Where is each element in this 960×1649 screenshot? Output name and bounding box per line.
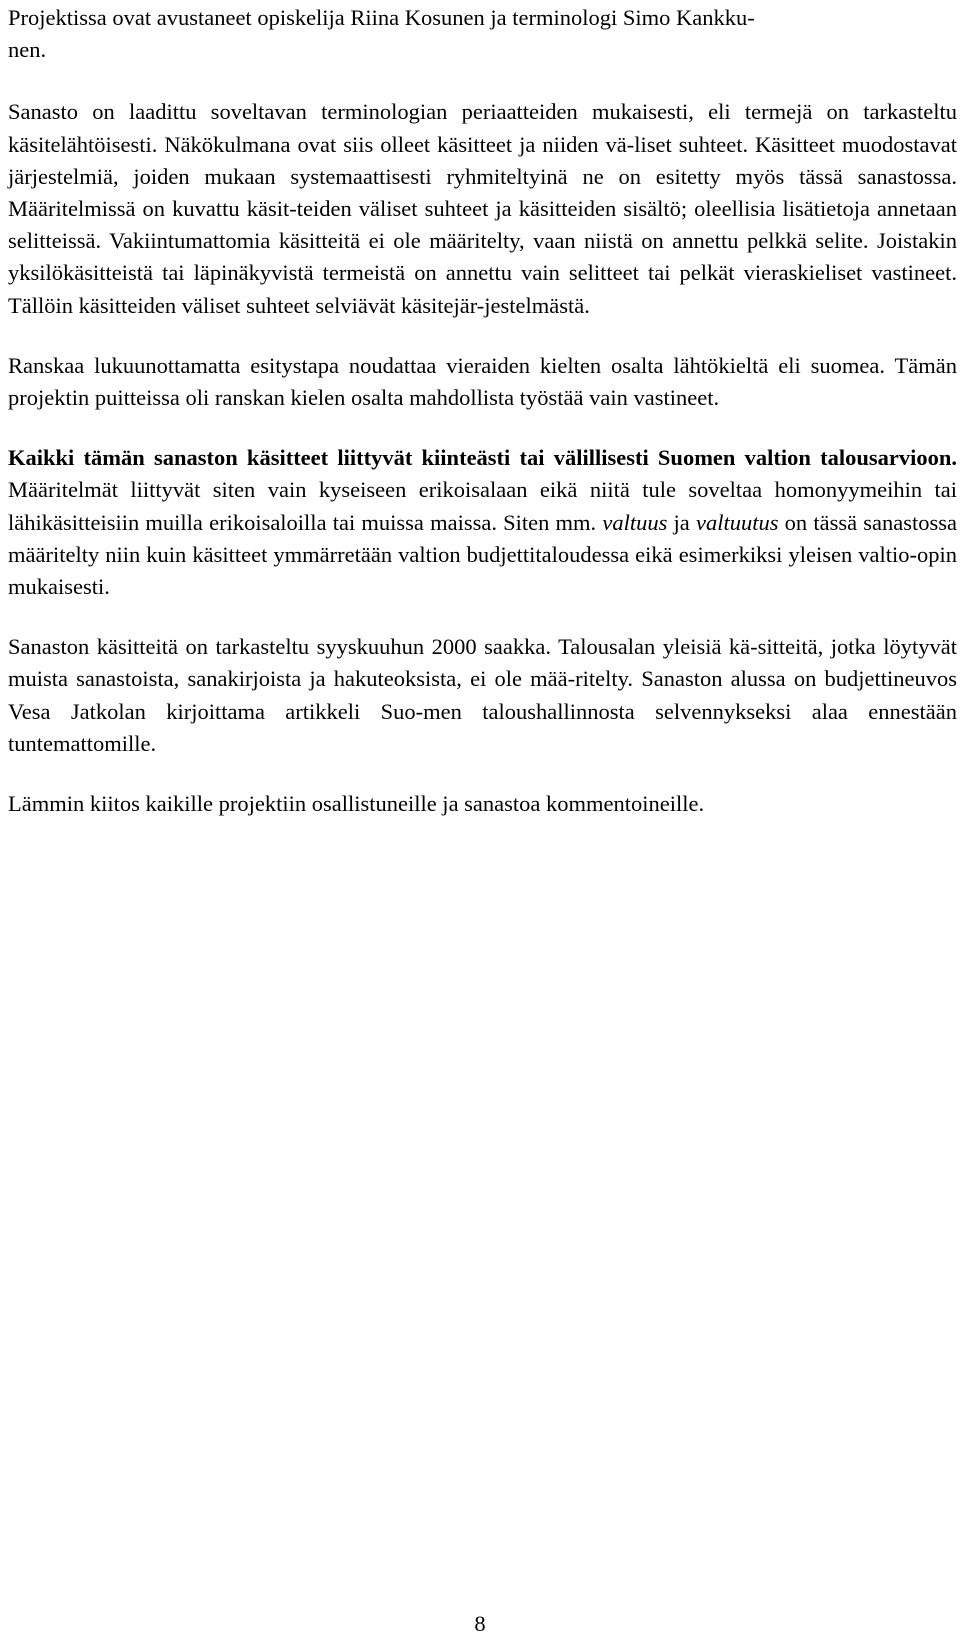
term-valtuus: valtuus <box>602 509 668 535</box>
coverage-text: Sanaston käsitteitä on tarkasteltu syyskuuhun 2000 saakka. Talousalan yleisiä kä-sitteitä, jotka löytyvät muista sanastoista, sanakirjoista ja hakuteoksista, ei ole mää-ritelty. Sanaston alussa on budjettineuvos Vesa Jatkolan kirjoittama artikkeli Suo-men taloushallinnosta selvennykseksi alaa ennestään tuntemattomille. <box>8 634 957 756</box>
methodology-text: Sanasto on laadittu soveltavan terminologian periaatteiden mukaisesti, eli termejä on tarkasteltu käsitelähtöisesti. Näkökulmana ovat siis olleet käsitteet ja niiden vä-liset suhteet. Käsitteet muodostavat järjestelmiä, joiden mukaan systemaattisesti ryhmiteltyinä ne on esitetty myös tässä sanastossa. Määritelmissä on kuvattu käsit-teiden väliset suhteet ja käsitteiden sisältö; oleellisia lisätietoja annetaan selitteissä. Vakiintumattomia käsitteitä ei ole määritelty, vaan niistä on annettu pelkkä selite. Joistakin yksilökäsitteistä tai läpinäkyvistä termeistä on annettu vain selitteet tai pelkät vieraskieliset vastineet. Tällöin käsitteiden väliset suhteet selviävät käsitejär-jestelmästä. <box>8 99 957 318</box>
paragraph-thanks <box>8 788 957 820</box>
paragraph-methodology <box>8 96 957 321</box>
paragraph-assistants <box>8 2 957 66</box>
scope-bold-statement: Kaikki tämän sanaston käsitteet liittyvät kiinteästi tai välillisesti Suomen valtion talousarvioon. <box>8 445 957 471</box>
page-number: 8 <box>474 1611 486 1636</box>
assistants-line-2: nen. <box>8 37 47 63</box>
paragraph-scope <box>8 442 957 603</box>
body-text <box>8 2 957 848</box>
paragraph-languages <box>8 350 957 414</box>
thanks-text: Lämmin kiitos kaikille projektiin osallistuneille ja sanastoa kommentoineille. <box>8 791 705 817</box>
paragraph-coverage <box>8 631 957 760</box>
scope-text-1: Määritelmät liittyvät siten vain kyseiseen erikoisalaan eikä niitä tule soveltaa homonyymeihin tai lähikäsitteisiin muilla erikoisaloilla tai muissa maissa. Siten mm. <box>8 477 957 535</box>
term-valtuutus: valtuutus <box>695 509 779 535</box>
scope-text-2: ja <box>667 509 696 535</box>
scope-text-3: on tässä sanastossa määritelty niin kuin käsitteet ymmärretään valtion budjettitaloudessa eikä esimerkiksi yleisen valtio-opin mukaisesti. <box>8 509 957 600</box>
languages-text: Ranskaa lukuunottamatta esitystapa noudattaa vieraiden kielten osalta lähtökieltä eli suomea. Tämän projektin puitteissa oli ranskan kielen osalta mahdollista työstää vain vastineet. <box>8 352 957 411</box>
assistants-line-1: Projektissa ovat avustaneet opiskelija Riina Kosunen ja terminologi Simo Kankku- <box>8 5 755 30</box>
